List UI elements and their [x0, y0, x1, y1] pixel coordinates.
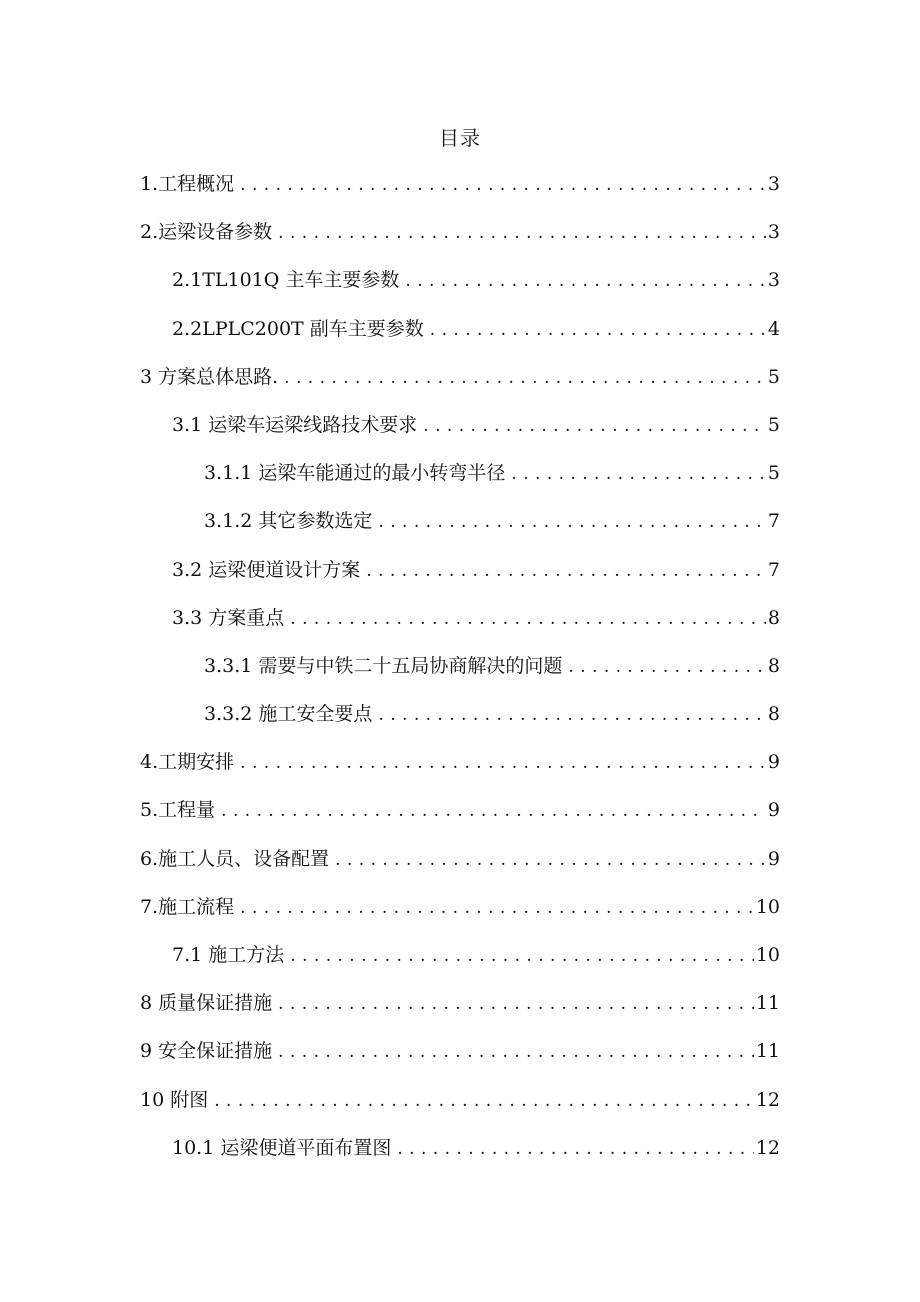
toc-entry-label: 10 附图: [140, 1088, 209, 1111]
toc-entry-page-number: 11: [755, 992, 780, 1015]
toc-entry-label: 2.运梁设备参数: [140, 221, 273, 244]
toc-dot-leader: [240, 884, 754, 932]
toc-entry[interactable]: [140, 738, 780, 786]
toc-entry-page-number: 7: [767, 558, 780, 581]
toc-entry-page-number: 11: [755, 1040, 780, 1063]
toc-dot-leader: [366, 547, 766, 595]
toc-entry-label: 10.1 运梁便道平面布置图: [172, 1136, 392, 1159]
toc-dot-leader: [423, 402, 766, 450]
toc-entry-page-number: 5: [767, 365, 780, 388]
toc-dot-leader: [335, 836, 766, 884]
toc-entry[interactable]: [140, 1027, 780, 1075]
toc-entry[interactable]: [140, 594, 780, 642]
toc-entry[interactable]: [140, 786, 780, 834]
toc-entry[interactable]: [140, 305, 780, 353]
toc-entry-page-number: 5: [767, 413, 780, 436]
toc-entry[interactable]: [140, 1124, 780, 1172]
toc-entry-page-number: 10: [755, 944, 780, 966]
toc-entry-page-number: 3: [767, 269, 780, 292]
toc-entry[interactable]: [140, 931, 780, 979]
toc-entry-label: 2.1TL101Q 主车主要参数: [172, 269, 400, 292]
toc-entry[interactable]: [140, 160, 780, 208]
toc-entry-page-number: 3: [767, 173, 780, 195]
toc-entry-label: 2.2LPLC200T 副车主要参数: [172, 317, 424, 340]
toc-dot-leader: [284, 354, 766, 402]
toc-dot-leader: [221, 787, 766, 835]
toc-entry[interactable]: [140, 449, 780, 497]
toc-entry-label: 6.施工人员、设备配置: [140, 847, 330, 870]
toc-entry-label: 3.1.2 其它参数选定: [204, 510, 373, 533]
toc-dot-leader: [378, 498, 766, 546]
toc-entry[interactable]: [140, 1076, 780, 1124]
toc-dot-leader: [278, 209, 766, 257]
toc-entry[interactable]: [140, 256, 780, 304]
toc-dot-leader: [511, 450, 766, 498]
toc-entry-label: 3.3 方案重点: [172, 606, 285, 629]
toc-entry-label: 3 方案总体思路.: [140, 365, 279, 388]
toc-entry-label: 4.工期安排: [140, 751, 235, 774]
toc-entry-label: 9 安全保证措施: [140, 1040, 273, 1063]
toc-entry-label: 5.工程量: [140, 799, 216, 822]
toc-entry-page-number: 9: [767, 799, 780, 822]
toc-entry[interactable]: [140, 835, 780, 883]
toc-dot-leader: [240, 161, 766, 209]
toc-entry-label: 7.1 施工方法: [172, 944, 285, 966]
toc-entry-label: 8 质量保证措施: [140, 992, 273, 1015]
toc-list: [140, 160, 780, 1172]
toc-entry[interactable]: [140, 642, 780, 690]
toc-entry[interactable]: [140, 497, 780, 545]
toc-entry-page-number: 5: [767, 462, 780, 485]
toc-entry-page-number: 9: [767, 847, 780, 870]
toc-dot-leader: [405, 257, 766, 305]
toc-entry-page-number: 7: [767, 510, 780, 533]
toc-dot-leader: [397, 1125, 753, 1173]
toc-title: 目录: [439, 126, 481, 150]
toc-entry-label: 3.1 运梁车运梁线路技术要求: [172, 413, 418, 436]
toc-entry[interactable]: [140, 546, 780, 594]
toc-dot-leader: [240, 739, 766, 787]
toc-entry[interactable]: [140, 208, 780, 256]
toc-dot-leader: [378, 691, 766, 739]
toc-entry[interactable]: [140, 690, 780, 738]
toc-entry-page-number: 3: [767, 221, 780, 244]
toc-dot-leader: [568, 643, 766, 691]
toc-entry-label: 3.2 运梁便道设计方案: [172, 558, 361, 581]
toc-entry-label: 3.3.1 需要与中铁二十五局协商解决的问题: [204, 654, 563, 677]
toc-entry-label: 1.工程概况: [140, 173, 235, 195]
toc-entry-page-number: 10: [755, 895, 780, 918]
toc-entry-page-number: 8: [767, 606, 780, 629]
toc-entry-label: 3.3.2 施工安全要点: [204, 703, 373, 726]
toc-dot-leader: [290, 595, 766, 643]
toc-entry-page-number: 12: [755, 1088, 780, 1111]
toc-entry-label: 7.施工流程: [140, 895, 235, 918]
toc-entry[interactable]: [140, 401, 780, 449]
toc-entry-page-number: 12: [755, 1136, 780, 1159]
toc-entry-page-number: 9: [767, 751, 780, 774]
toc-entry[interactable]: [140, 979, 780, 1027]
toc-dot-leader: [290, 932, 754, 980]
toc-entry-page-number: 8: [767, 703, 780, 726]
toc-entry[interactable]: [140, 883, 780, 931]
toc-dot-leader: [214, 1077, 754, 1125]
toc-dot-leader: [278, 980, 754, 1028]
toc-dot-leader: [278, 1028, 754, 1076]
toc-entry-page-number: 8: [767, 654, 780, 677]
toc-dot-leader: [430, 306, 766, 354]
toc-entry-label: 3.1.1 运梁车能通过的最小转弯半径: [204, 462, 506, 485]
toc-entry-page-number: 4: [767, 317, 780, 340]
toc-entry[interactable]: [140, 353, 780, 401]
